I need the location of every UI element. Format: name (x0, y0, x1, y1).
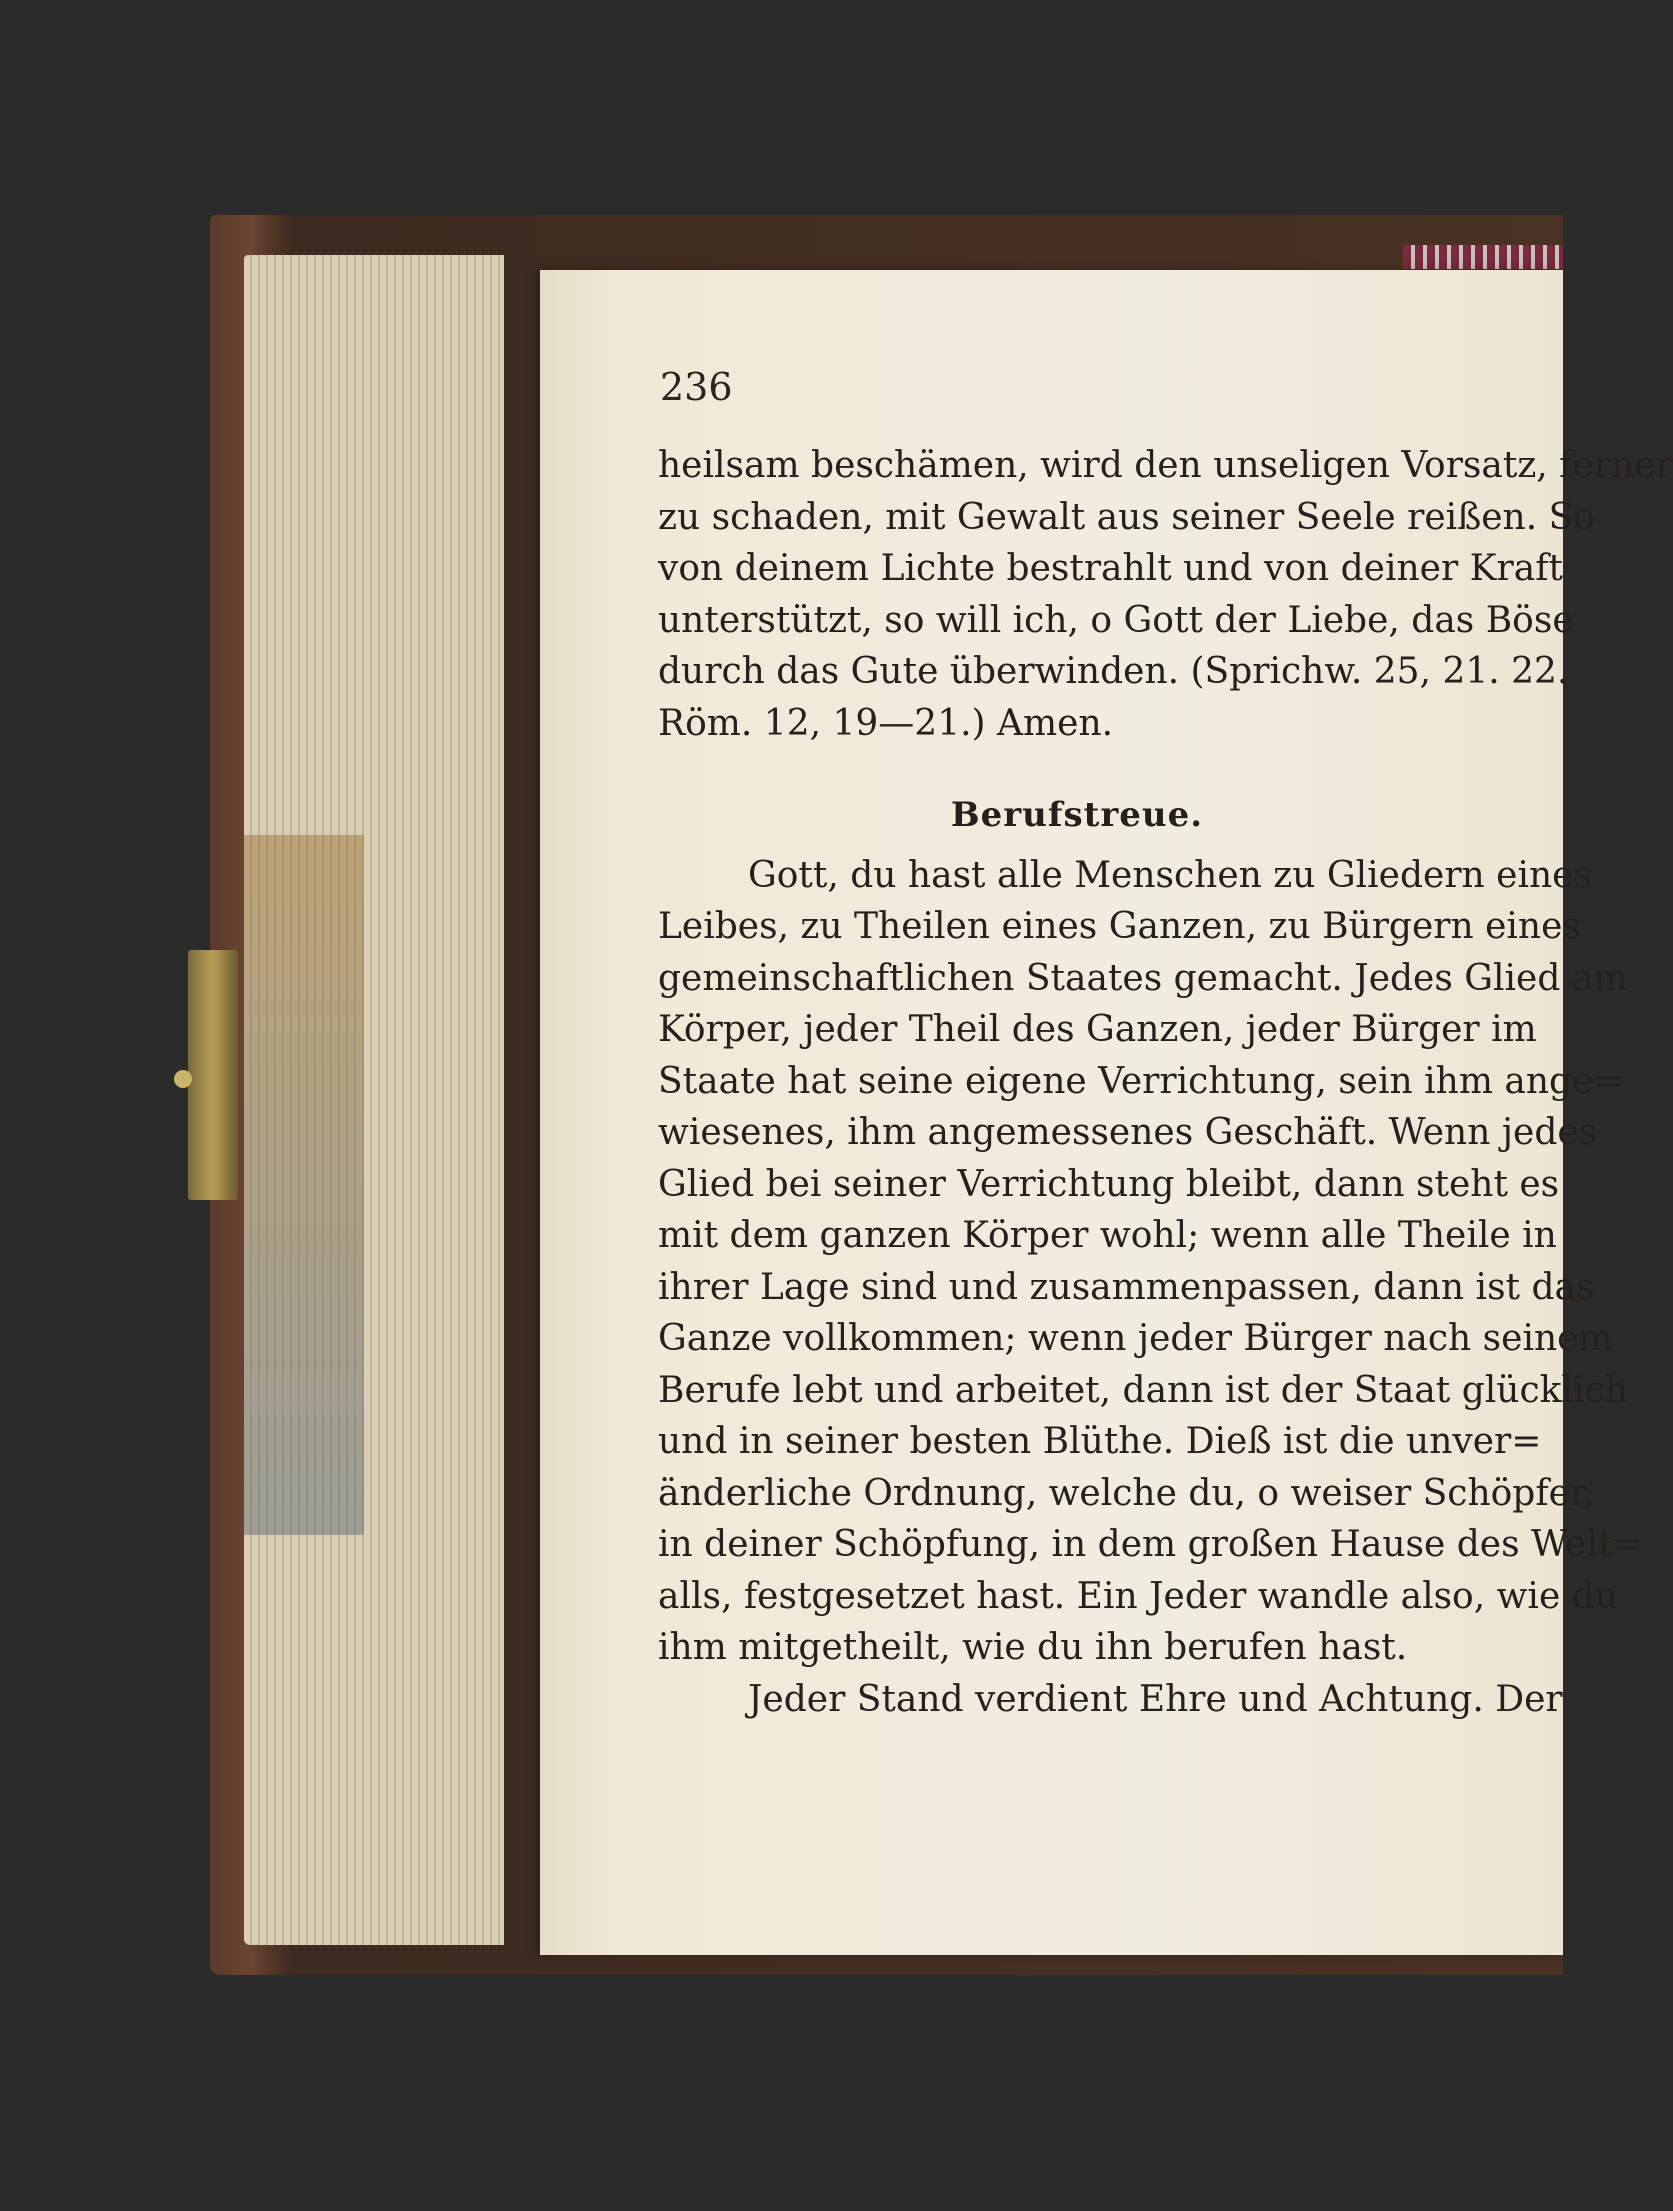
paragraph-prayer-end (658, 440, 1673, 749)
text-line: ihm mitgetheilt, wie du ihn berufen hast. (658, 1627, 1408, 1668)
book-page (540, 270, 1673, 1955)
text-line: unterstützt, so will ich, o Gott der Liebe, das Böse (658, 599, 1574, 641)
text-line: Gott, du hast alle Menschen zu Gliedern eines (748, 854, 1592, 896)
text-line: wiesenes, ihm angemessenes Geschäft. Wenn jedes (658, 1112, 1598, 1153)
book (210, 215, 1673, 1975)
text-line: und in seiner besten Blüthe. Dieß ist die unver= (658, 1421, 1542, 1462)
text-line: Röm. 12, 19—21.) Amen. (658, 702, 1114, 744)
paragraph-stand (658, 1674, 1563, 1726)
text-line: mit dem ganzen Körper wohl; wenn alle Theile in (658, 1215, 1557, 1256)
text-line: Berufe lebt und arbeitet, dann ist der Staat glücklich (658, 1369, 1628, 1411)
text-line: durch das Gute überwinden. (Sprichw. 25, 21. 22. (658, 651, 1569, 692)
text-line: ihrer Lage sind und zusammenpassen, dann ist das (658, 1266, 1595, 1308)
text-line: zu schaden, mit Gewalt aus seiner Seele reißen. So (658, 496, 1595, 538)
book-clasp (188, 950, 238, 1200)
text-line: heilsam beschämen, wird den unseligen Vorsatz, ferner (658, 445, 1673, 486)
text-line: Ganze vollkommen; wenn jeder Bürger nach seinem (658, 1318, 1613, 1359)
page-text (658, 440, 1673, 1725)
page-number: 236 (660, 365, 733, 409)
text-line: in deiner Schöpfung, in dem großen Hause des Welt= (658, 1524, 1643, 1565)
text-line: von deinem Lichte bestrahlt und von deiner Kraft (658, 548, 1563, 589)
text-line: Leibes, zu Theilen eines Ganzen, zu Bürgern eines (658, 906, 1581, 947)
bookmark-ribbon (1403, 245, 1563, 269)
edge-stain (244, 835, 364, 1535)
text-line: alls, festgesetzet hast. Ein Jeder wandle also, wie du (658, 1575, 1618, 1617)
page-edges (244, 255, 504, 1945)
section-heading: Berufstreue. (950, 795, 1204, 835)
text-line: Jeder Stand verdient Ehre und Achtung. Der (748, 1678, 1563, 1720)
clasp-knob (174, 1070, 192, 1088)
text-line: gemeinschaftlichen Staates gemacht. Jedes Glied am (658, 957, 1628, 999)
text-line: Staate hat seine eigene Verrichtung, sein ihm ange= (658, 1060, 1624, 1102)
text-line: änderliche Ordnung, welche du, o weiser Schöpfer, (658, 1472, 1595, 1514)
text-line: Glied bei seiner Verrichtung bleibt, dann steht es (658, 1163, 1560, 1205)
paragraph-berufstreue (658, 850, 1643, 1674)
text-line: Körper, jeder Theil des Ganzen, jeder Bürger im (658, 1009, 1537, 1050)
